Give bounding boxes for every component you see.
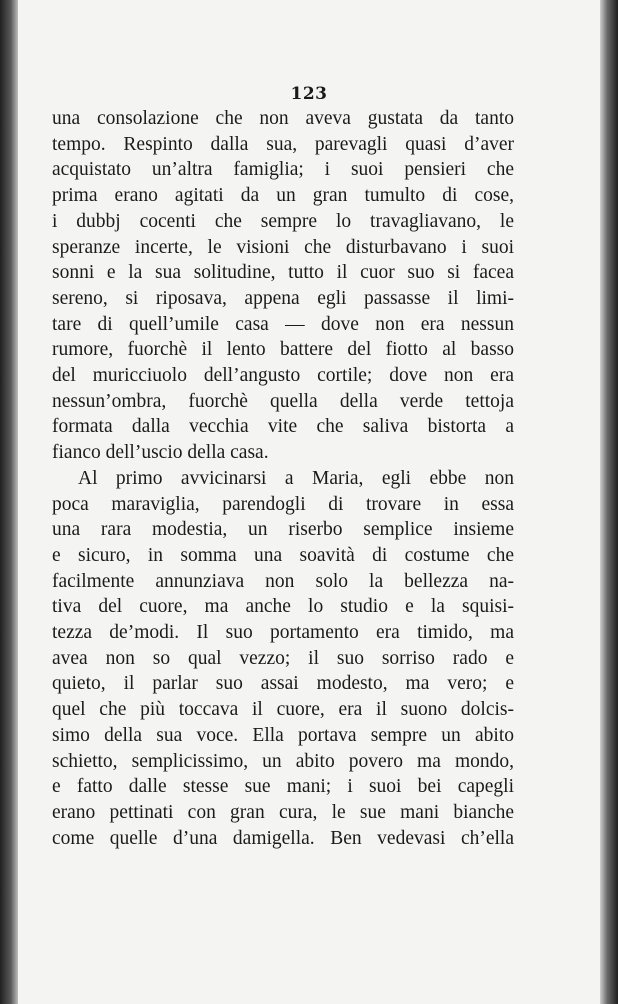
text-line: simo della sua voce. Ella portava sempre un abito [52,724,514,746]
text-line: del muricciuolo dell’angusto cortile; dove non era [52,365,514,387]
text-line: erano pettinati con gran cura, le sue mani bianche [52,801,514,823]
text-line: una rara modestia, un riserbo semplice insieme [52,519,514,541]
text-line: facilmente annunziava non solo la bellezza na- [52,570,514,592]
book-page [18,0,600,1004]
text-line: Al primo avvicinarsi a Maria, egli ebbe non [78,467,514,489]
text-line: sonni e la sua solitudine, tutto il cuor suo si facea [52,262,514,284]
text-line: speranze incerte, le visioni che disturbavano i suoi [52,236,514,258]
text-line: fianco dell’uscio della casa. [52,442,269,464]
text-line: e fatto dalle stesse sue mani; i suoi bei capegli [52,776,514,798]
text-line: tempo. Respinto dalla sua, parevagli quasi d’aver [52,133,514,155]
book-spine-shadow [0,0,18,1004]
page-number: 123 [290,84,328,104]
text-line: formata dalla vecchia vite che saliva bistorta a [52,416,514,438]
text-line: e sicuro, in somma una soavità di costume che [52,544,514,566]
text-line: tiva del cuore, ma anche lo studio e la squisi- [52,596,514,618]
text-line: tare di quell’umile casa — dove non era nessun [52,313,514,335]
text-line: rumore, fuorchè il lento battere del fiotto al basso [52,339,514,361]
paragraph [52,466,514,852]
page-text [52,106,514,851]
text-line: nessun’ombra, fuorchè quella della verde tettoja [52,390,514,412]
page-edge-shadow [600,0,618,1004]
text-line: sereno, si riposava, appena egli passasse il limi- [52,287,514,309]
text-line: quel che più toccava il cuore, era il suono dolcis- [52,699,514,721]
text-line: una consolazione che non aveva gustata da tanto [52,108,514,129]
text-line: come quelle d’una damigella. Ben vedevasi ch’ella [52,827,514,849]
text-line: poca maraviglia, parendogli di trovare in essa [52,493,514,515]
text-line: quieto, il parlar suo assai modesto, ma vero; e [52,673,514,695]
paragraph [52,106,514,466]
text-line: prima erano agitati da un gran tumulto di cose, [52,185,514,207]
text-line: schietto, semplicissimo, un abito povero ma mondo, [52,750,514,772]
text-line: acquistato un’altra famiglia; i suoi pensieri che [52,159,514,181]
text-line: tezza de’modi. Il suo portamento era timido, ma [52,622,514,644]
text-line: i dubbj cocenti che sempre lo travagliavano, le [52,210,514,232]
text-line: avea non so qual vezzo; il suo sorriso rado e [52,647,514,669]
